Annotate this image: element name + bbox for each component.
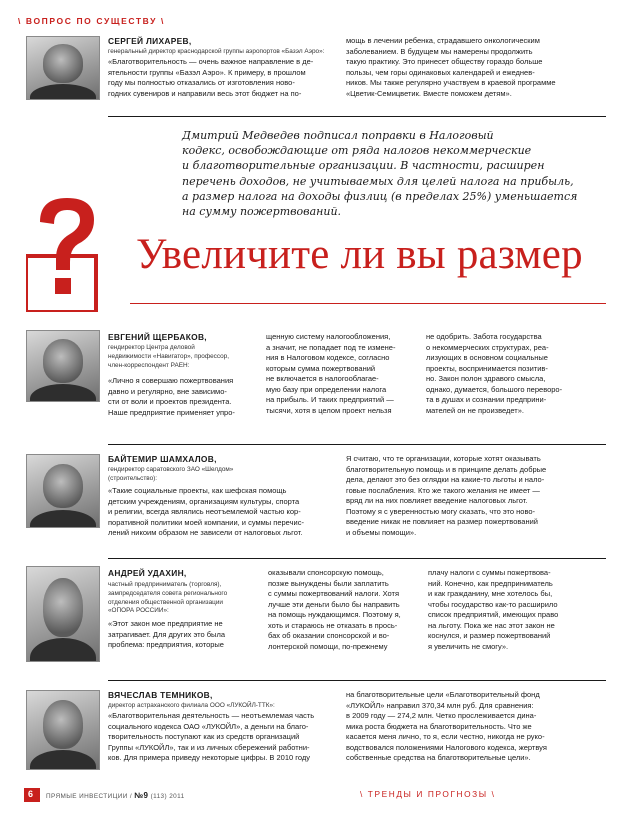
expert-role: частный предприниматель (торговля), зампредседателя совета регионального отделения общественной организации «ОПОРА РОССИИ»: (108, 581, 228, 615)
divider (108, 116, 606, 117)
expert-name: АНДРЕЙ УДАХИН, (108, 568, 187, 578)
expert-text-col2: оказывали спонсорскую помощь, позже вынуждены были заплатить с суммы пожертвований налоги. Хотя лучше эти деньги было бы направить на помощь нуждающимся. Поэтому я, хоть и стараюсь не отказать в прось- бах об оказании спонсорской и во- лонтерской помощи, по-прежнему (268, 568, 401, 651)
expert-name: СЕРГЕЙ ЛИХАРЕВ, (108, 36, 192, 46)
expert-photo-udakhin (26, 566, 100, 662)
expert-name: БАЙТЕМИР ШАМХАЛОВ, (108, 454, 217, 464)
expert-photo-shcherbakov (26, 330, 100, 402)
expert-text-col1: «Благотворительная деятельность — неотъемлемая часть социального кодекса ОАО «ЛУКОЙЛ», а деньги на благо- творительность поступают как из средств организаций Группы «ЛУКОЙЛ», так и из личных сбережений работни- ков. Для примера приведу некоторые цифры. В 2010 году (108, 711, 315, 762)
expert-text-col1: «Такие социальные проекты, как шефская помощь детским учреждениям, организациям культуры, спорта и религии, всегда являлись неотъемлемой частью кор- поративной политики моей компании, и суммы перечис- лений никоим образом не зависели от налоговых льгот. (108, 486, 304, 537)
expert-photo-temnikov (26, 690, 100, 770)
lead-paragraph: Дмитрий Медведев подписал поправки в Налоговый кодекс, освобождающие от ряда налогов некоммерческие и благотворительные организации. В частности, расширен перечень доходов, не учитываемых для целей налога на прибыль, а размер налога на доходы физлиц (в пределах 25%) уменьшается на сумму пожертвований. (182, 129, 578, 218)
expert-role: гендиректор саратовского ЗАО «Шелдом» (строительство): (108, 466, 234, 482)
expert-text-col1: «Лично я совершаю пожертвования давно и регулярно, вне зависимо- сти от воли и проектов президента. Наше предприятие применяет упро- (108, 376, 235, 417)
expert-role: директор астраханского филиала ООО «ЛУКОЙЛ-ТТК»: (108, 702, 275, 709)
page-number: 6 (28, 789, 34, 799)
expert-text-col3: плачу налоги с суммы пожертвова- ний. Конечно, как предприниматель и как гражданину, мне хотелось бы, чтобы государство как-то расширило список предприятий, имеющих право на льготу. Пока же нас этот закон не коснулся, и размер пожертвований я увеличить не смогу». (428, 568, 559, 651)
expert-role: гендиректор Центра деловой недвижимости «Навигатор», профессор, член-корреспондент РАЕН: (108, 344, 229, 369)
question-mark-icon (26, 192, 108, 312)
expert-text-col1: «Этот закон мое предприятие не затрагивает. Для других это была проблема: предприятия, которые (108, 619, 225, 649)
divider (130, 303, 606, 304)
divider (108, 558, 606, 559)
expert-photo-likharev (26, 36, 100, 100)
expert-text-col3: не одобрить. Забота государства о некоммерческих структурах, реа- лизующих в основном социальные проекты, воспринимается позитив- но. Закон полон здравого смысла, однако, думается, большого переворо- та в душах и сознании предприни- мателей он не произведет». (426, 332, 563, 415)
expert-role: генеральный директор краснодарской группы аэропортов «Базэл Аэро»: (108, 48, 325, 55)
expert-name: ЕВГЕНИЙ ЩЕРБАКОВ, (108, 332, 207, 342)
expert-text-col2: мощь в лечении ребенка, страдавшего онкологическим заболеванием. В будущем мы намерены продолжить такую практику. Это принесет обществу гораздо больше пользы, чем горы одинаковых календарей и ежеднев- ников. Мы также регулярно участвуем в краевой программе «Цветик-Семицветик. Вместе поможем детям». (346, 36, 556, 98)
section-label: \ ВОПРОС ПО СУЩЕСТВУ \ (18, 16, 165, 26)
expert-text-col1: «Благотворительность — очень важное направление в де- ятельности группы «Базэл Аэро». К примеру, в прошлом году мы полностью отказались от изготовления ново- годних сувениров и направили весь этот бюджет на по- (108, 57, 314, 98)
expert-text-col2: на благотворительные цели «Благотворительный фонд «ЛУКОЙЛ» направил 370,34 млн руб. Для сравнения: в 2009 году — 274,2 млн. Четко прослеживается дина- мика роста бюджета на благотворительность. Что же касается меня лично, то я, если честно, никогда не руко- водствовался положениями Налогового кодекса, жертвуя собственные средства на благотворительные цели». (346, 690, 547, 762)
headline: Увеличите ли вы размер (136, 231, 583, 278)
divider (108, 680, 606, 681)
rubric-label: \ ТРЕНДЫ И ПРОГНОЗЫ \ (360, 789, 496, 799)
expert-text-col2: щенную систему налогообложения, а значит, не попадает под те измене- ния в Налоговом кодексе, согласно которым сумма пожертвований не включается в налогооблагае- мую базу при определении налога на прибыль. И таких предприятий — тысячи, хотя в целом проект нельзя (266, 332, 396, 415)
expert-photo-shamkhalov (26, 454, 100, 528)
divider (108, 444, 606, 445)
magazine-issue: ПРЯМЫЕ ИНВЕСТИЦИИ / №9 (113) 2011 (46, 791, 185, 800)
expert-name: ВЯЧЕСЛАВ ТЕМНИКОВ, (108, 690, 213, 700)
expert-text-col2: Я считаю, что те организации, которые хотят оказывать благотворительную помощь и в принципе делать добрые дела, делают это без оглядки на какие-то льготы и нало- говые послабления. Кто же такого желания не имеет — вряд ли на них повлияет введение налоговых льгот. Поэтому я с уверенностью могу сказать, что это ново- введение никак не повлияет на размер пожертвований и объемы помощи». (346, 454, 547, 537)
